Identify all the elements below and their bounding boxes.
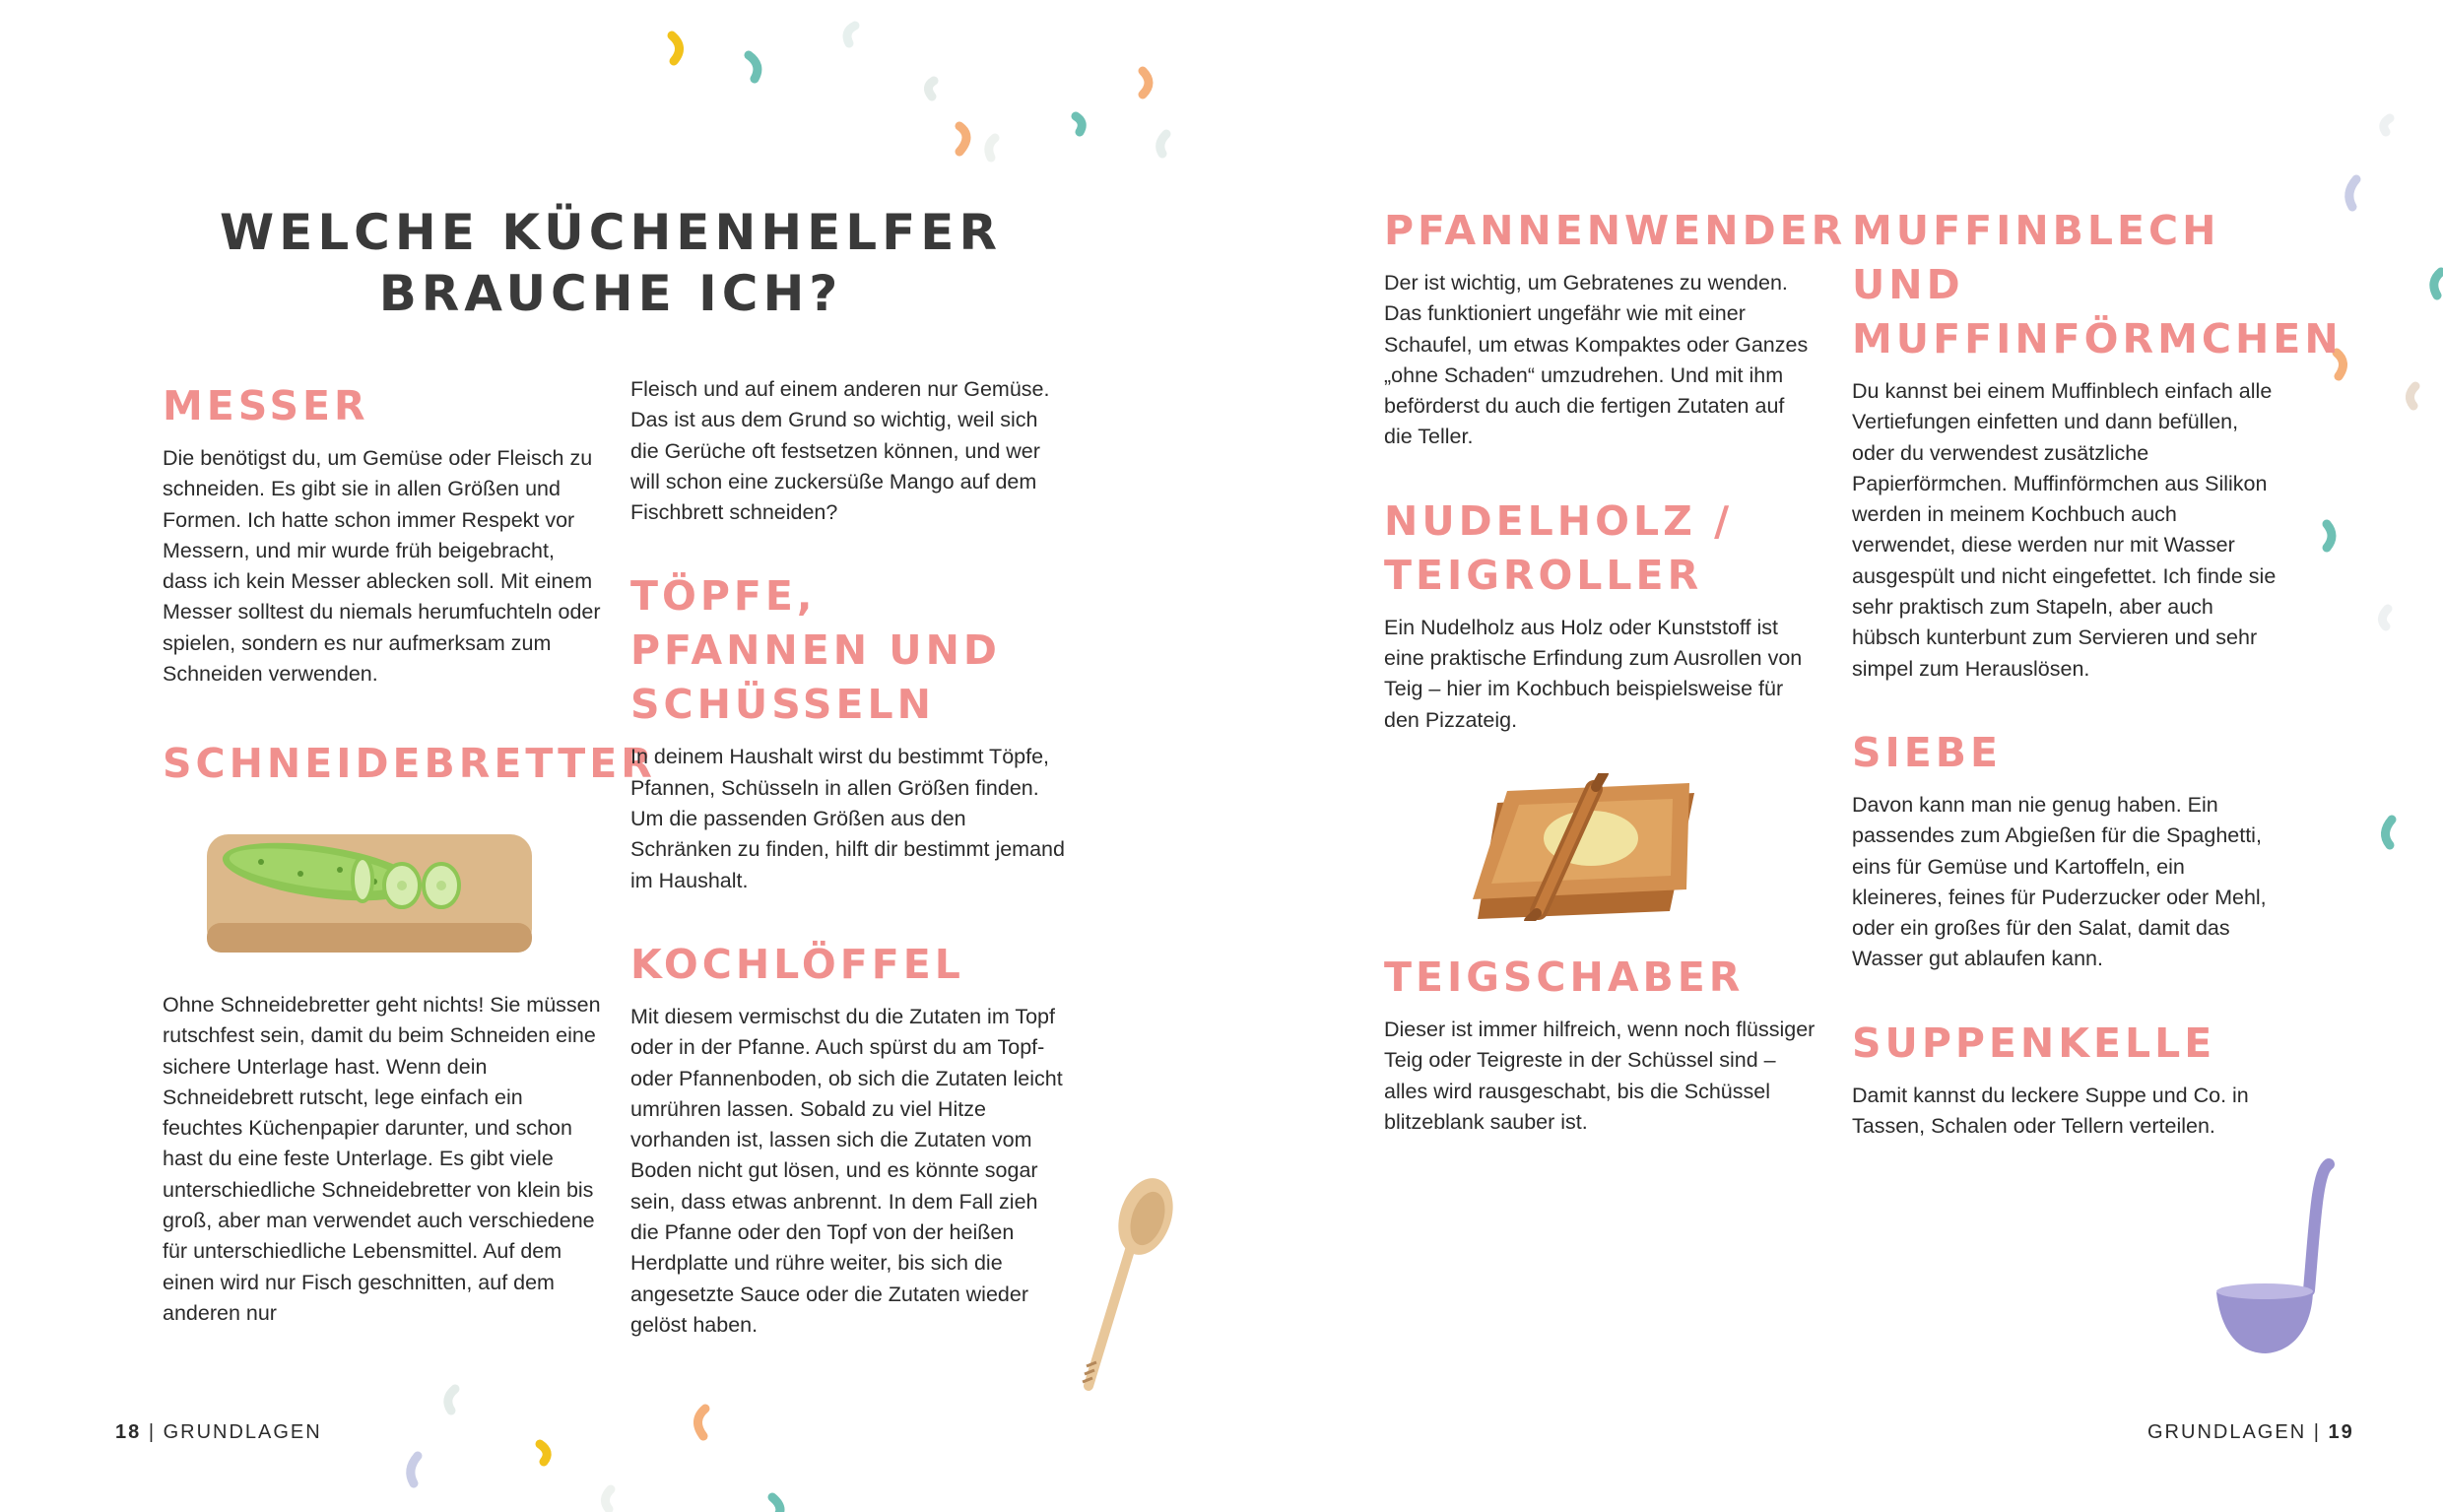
right-column-1: [1384, 204, 1847, 736]
text-pfannenwender: Der ist wichtig, um Gebratenes zu wenden. Das funktioniert ungefähr wie mit einer Schaufel, um etwas Kompaktes oder Ganzes „ohne Schaden“ umzudrehen. Und mit ihm beförderst du auch die fertigen Zutaten auf die Teller.: [1384, 271, 1809, 449]
heading-toepfe: TÖPFE, PFANNEN UND SCHÜSSELN: [630, 572, 1001, 729]
left-column-2: [630, 374, 1069, 1341]
heading-siebe: SIEBE: [1852, 728, 2003, 776]
text-kochloeffel: Mit diesem vermischst du die Zutaten im Topf oder in der Pfanne. Auch spürst du am Topf- oder Pfannenboden, ob sich die Zutaten leicht umrühren lassen. Sobald zu viel Hitze vorhanden ist, lassen sich die Zutaten vom Boden nicht gut lösen, und es könnte sogar sein, dass etwas anbrennt. In dem Fall zieh die Pfanne oder den Topf von der heißen Herdplatte und rühre weiter, bis sich die angesetzte Sauce oder die Zutaten wieder gelöst haben.: [630, 1004, 1063, 1337]
rolling-pin-dough-illustration: [1468, 773, 1704, 921]
text-schneidebretter-continued: Fleisch und auf einem anderen nur Gemüse. Das ist aus dem Grund so wichtig, weil sich die Gerüche oft festsetzen können, und wer will schon eine zuckersüße Mango auf dem Fischbrett schneiden?: [630, 377, 1050, 525]
heading-messer: MESSER: [163, 382, 369, 429]
right-column-2: [1852, 204, 2343, 1142]
heading-pfannenwender: PFANNENWENDER: [1384, 207, 1847, 254]
folio-separator-right: |: [2313, 1421, 2321, 1443]
text-muffinblech: Du kannst bei einem Muffinblech einfach alle Vertiefungen einfetten und dann befüllen, oder du verwendest zusätzliche Papierförmchen. Muffinförmchen aus Silikon werden in meinem Kochbuch auch verwendet, diese werden nur mit Wasser ausgespült und nicht eingefettet. Ich finde sie sehr praktisch zum Stapeln, aber auch hübsch kunterbunt zum Servieren und sehr simpel zum Herauslösen.: [1852, 379, 2277, 681]
page-number-right: 19: [2328, 1421, 2354, 1443]
page-title-line-2: BRAUCHE ICH?: [378, 265, 843, 322]
page-folio-left: [115, 1421, 322, 1444]
text-nudelholz: Ein Nudelholz aus Holz oder Kunststoff ist eine praktische Erfindung zum Ausrollen von Teig – hier im Kochbuch beispielsweise für den Pizzateig.: [1384, 615, 1803, 732]
right-column-1-bottom: [1384, 951, 1817, 1138]
left-column-1: [163, 379, 601, 690]
text-toepfe: In deinem Haushalt wirst du bestimmt Töpfe, Pfannen, Schüsseln in allen Größen finden. Um die passenden Größen aus den Schränken zu finden, hilft dir bestimmt jemand im Haushalt.: [630, 745, 1065, 892]
text-suppenkelle: Damit kannst du leckere Suppe und Co. in Tassen, Schalen oder Tellern verteilen.: [1852, 1083, 2249, 1139]
text-teigschaber: Dieser ist immer hilfreich, wenn noch flüssiger Teig oder Teigreste in der Schüssel sind – alles wird rausgeschabt, bis die Schüssel blitzeblank sauber ist.: [1384, 1018, 1816, 1134]
heading-kochloeffel: KOCHLÖFFEL: [630, 940, 964, 988]
heading-teigschaber: TEIGSCHABER: [1384, 953, 1745, 1001]
folio-separator-left: |: [148, 1421, 157, 1443]
page-title-line-1: WELCHE KÜCHENHELFER: [220, 204, 1002, 261]
left-column-1-bottom: [163, 990, 601, 1329]
folio-label-left: GRUNDLAGEN: [163, 1421, 322, 1443]
heading-suppenkelle: SUPPENKELLE: [1852, 1019, 2216, 1067]
heading-schneidebretter: SCHNEIDEBRETTER: [163, 740, 656, 787]
heading-nudelholz: NUDELHOLZ / TEIGROLLER: [1384, 496, 1734, 599]
section-schneidebretter: [163, 737, 656, 801]
ladle-illustration: [2207, 1152, 2354, 1364]
text-schneidebretter: Ohne Schneidebretter geht nichts! Sie müssen rutschfest sein, damit du beim Schneiden eine sichere Unterlage hast. Wenn dein Schneidebrett rutscht, lege einfach ein feuchtes Küchenpapier darunter, und schon hast du eine feste Unterlage. Es gibt viele unterschiedliche Schneidebretter von klein bis groß, aber man verwendet auch verschiedene für unterschiedliche Lebensmittel. Auf dem einen wird nur Fisch geschnitten, auf dem anderen nur: [163, 993, 601, 1325]
text-siebe: Davon kann man nie genug haben. Ein passendes zum Abgießen für die Spaghetti, eins für Gemüse und Kartoffeln, ein kleineres, feines für Puderzucker oder Mehl, oder ein großes für den Salat, damit das Wasser gut ablaufen kann.: [1852, 792, 2267, 971]
folio-label-right: GRUNDLAGEN: [2147, 1421, 2307, 1443]
text-messer: Die benötigst du, um Gemüse oder Fleisch zu schneiden. Es gibt sie in allen Größen und Formen. Ich hatte schon immer Respekt vor Messern, und mir wurde früh beigebracht, dass ich kein Messer ablecken soll. Mit einem Messer solltest du niemals herumfuchteln oder spielen, sondern es nur aufmerksam zum Schneiden verwenden.: [163, 446, 601, 687]
page-folio-right: [2147, 1421, 2354, 1444]
page-number-left: 18: [115, 1421, 142, 1443]
page-title: [177, 202, 1044, 324]
cutting-board-illustration: [202, 813, 537, 960]
wooden-spoon-illustration: [1069, 1177, 1187, 1399]
heading-muffinblech: MUFFINBLECH UND MUFFINFÖRMCHEN: [1852, 207, 2343, 362]
